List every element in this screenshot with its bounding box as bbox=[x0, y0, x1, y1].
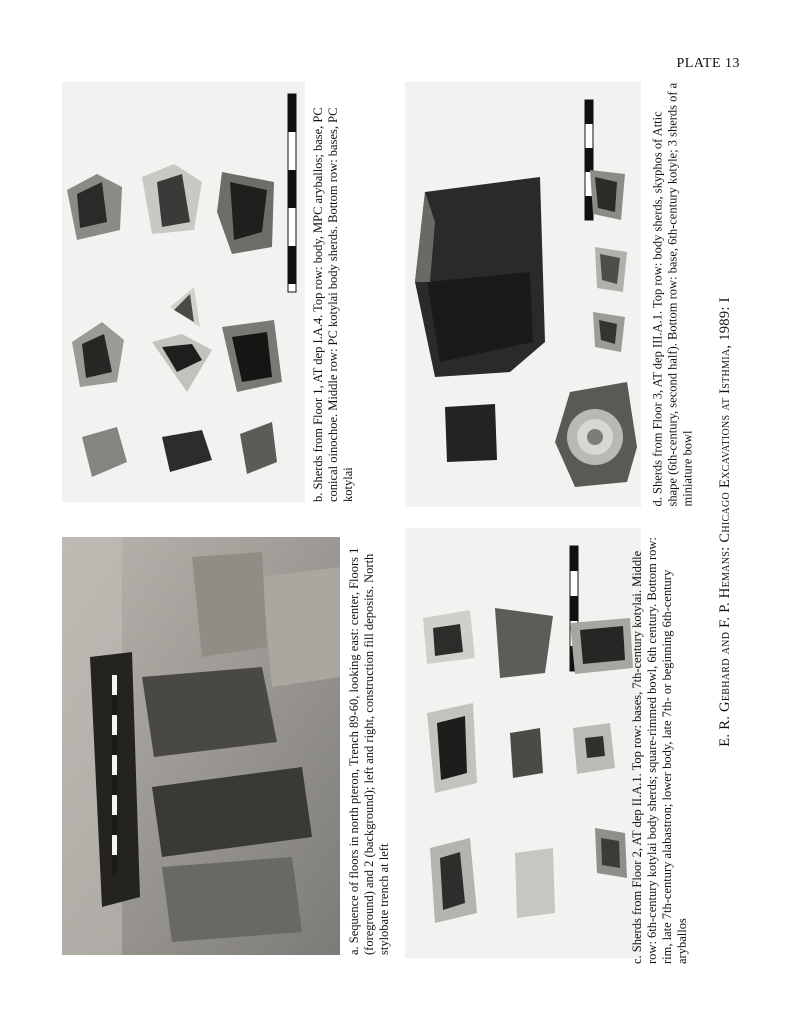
caption-c: c. Sherds from Floor 2, AT dep II.A.1. Top row: bases, 7th-century kotylai. Middle row: 6th-century kotylai body sherds; square-rimmed bowl, 6th century. Bottom row: rim, late 7th-century alabastron; lower body, late 7th- or beginning 6th-century aryballos bbox=[630, 537, 689, 964]
photo-c-sherds-floor-2 bbox=[405, 528, 641, 958]
caption-a: a. Sequence of floors in north pteron, Trench 89-60, looking east: center, Floors 1 (foreground) and 2 (background); left and right, construction fill deposits. North stylobate trench at left bbox=[347, 547, 391, 955]
footer-journal: Chicago Excavations at Isthmia, 1989: I bbox=[717, 297, 733, 543]
caption-d: d. Sherds from Floor 3, AT dep III.A.1. Top row: body sherds, skyphos of Attic shape (6th-century, second half). Bottom row: base, 6th-century kotyle; 3 sherds of a miniature bowl bbox=[650, 82, 695, 507]
footer-attribution bbox=[717, 242, 737, 802]
photo-b-sherds-floor-1 bbox=[62, 82, 305, 502]
plate-label: PLATE 13 bbox=[676, 56, 740, 71]
caption-b: b. Sherds from Floor 1, AT dep I.A.4. Top row: body, MPC aryballos; base, PC conical oinochoe. Middle row: PC kotylai body sherds. Bottom row: bases, PC kotylai bbox=[311, 107, 355, 502]
photo-d-sherds-floor-3 bbox=[405, 82, 641, 507]
footer-authors: E. R. Gebhard and F. P. Hemans: bbox=[717, 546, 733, 747]
scale-bar bbox=[585, 100, 593, 220]
photo-a-floors-north-pteron bbox=[62, 537, 340, 955]
scale-bar bbox=[288, 94, 296, 292]
measuring-rod bbox=[112, 675, 117, 875]
